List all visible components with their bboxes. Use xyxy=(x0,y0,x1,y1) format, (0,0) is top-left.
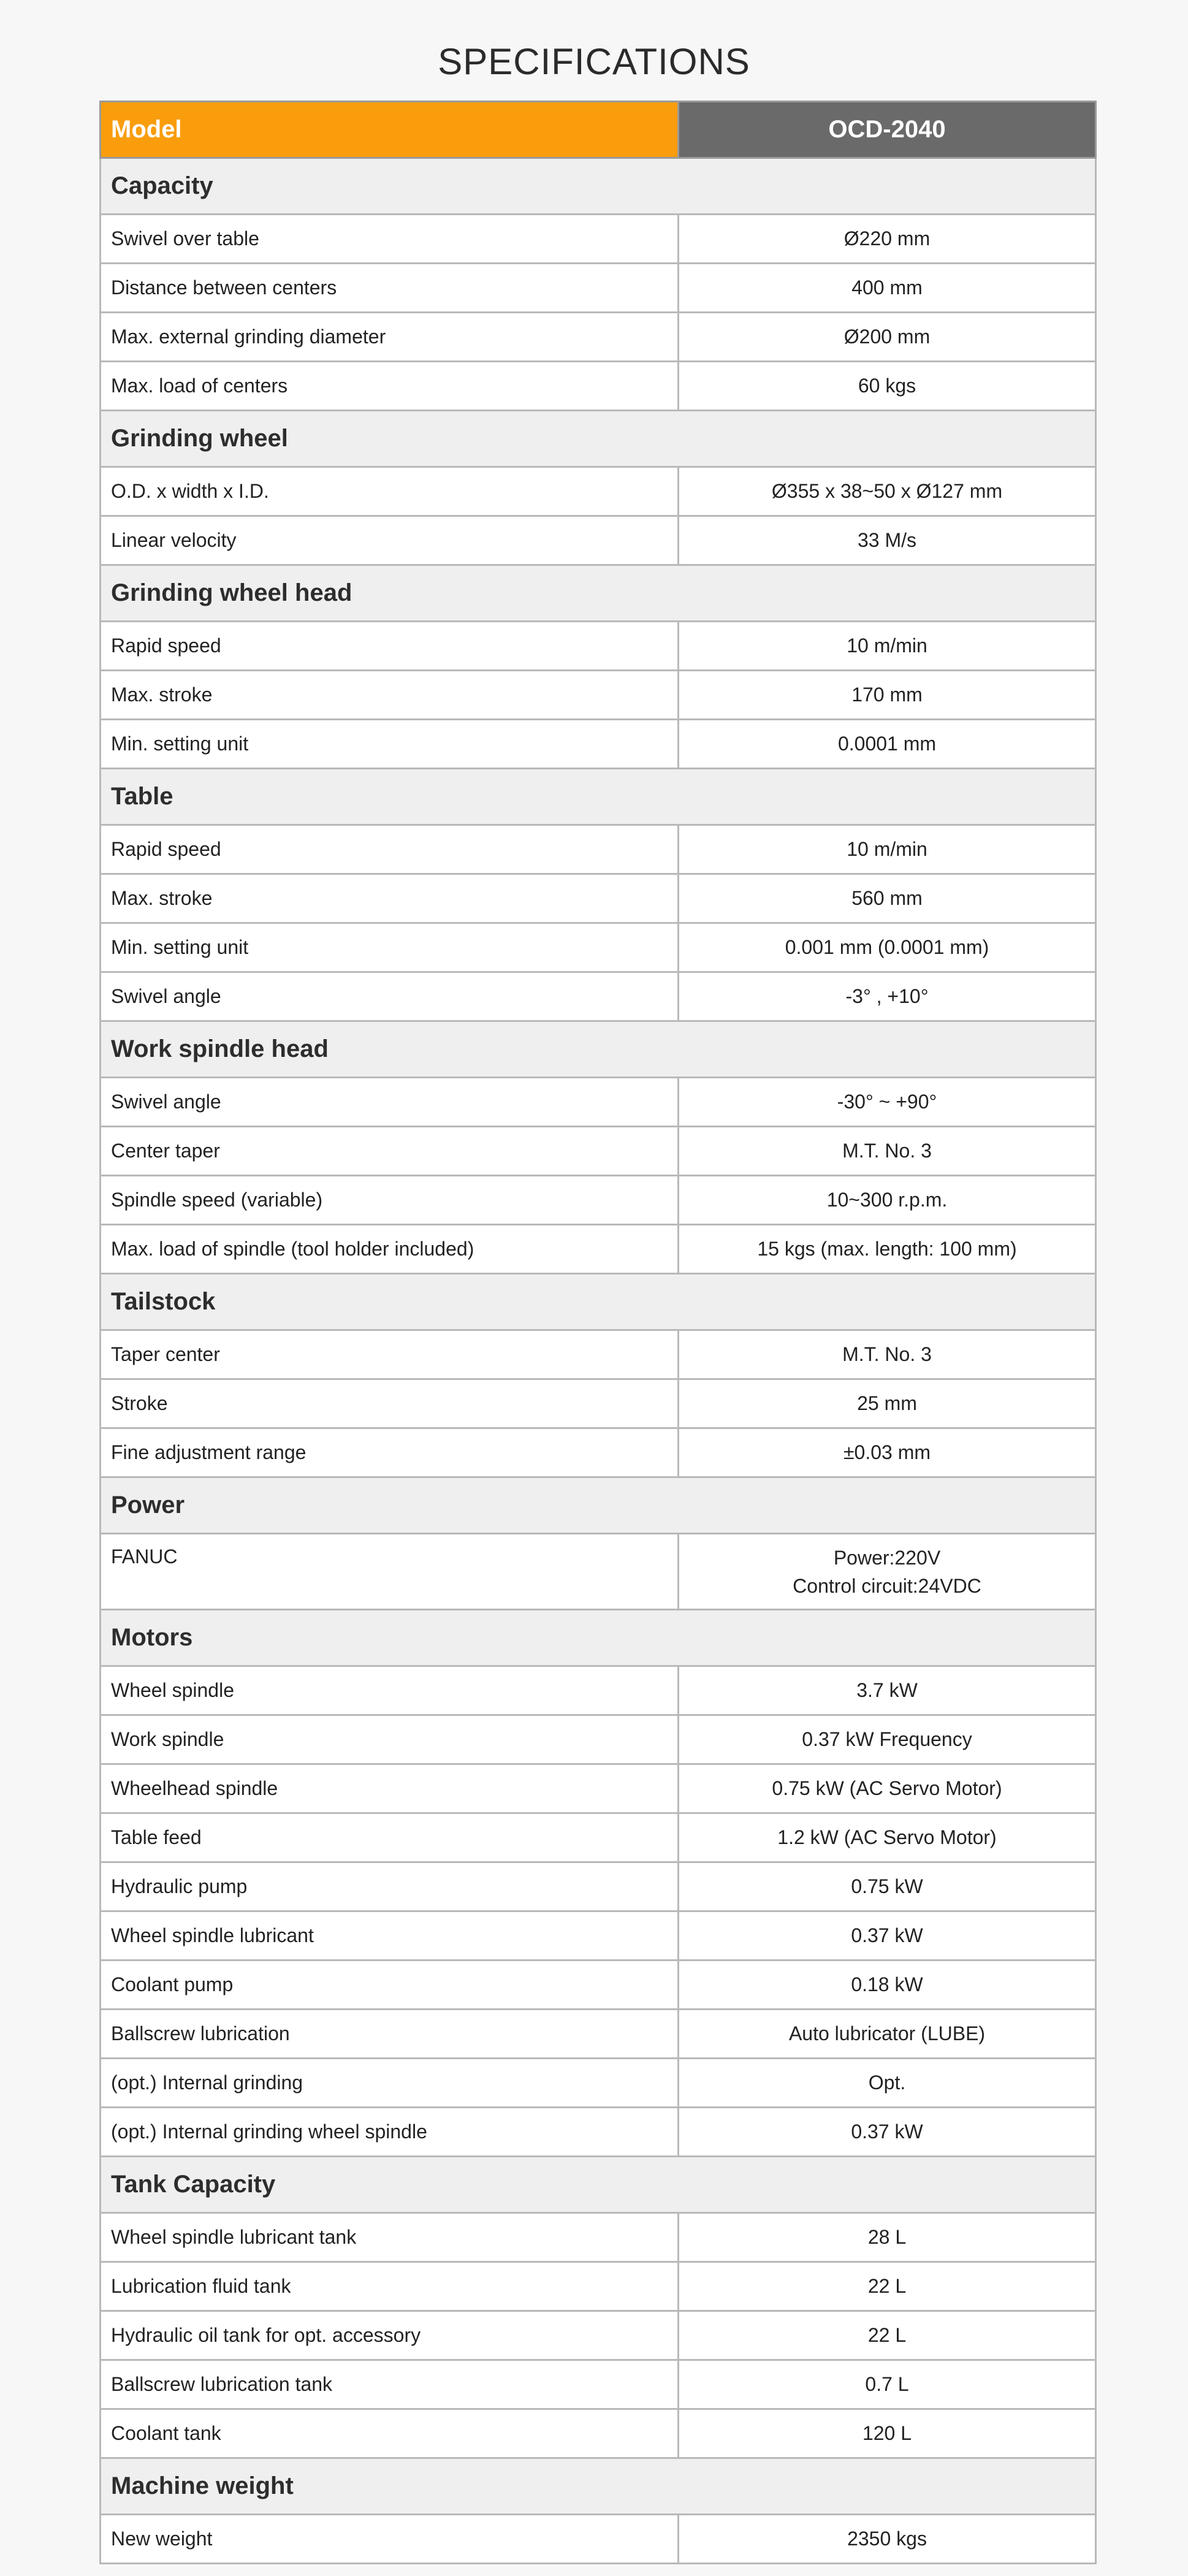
section-header xyxy=(101,1610,1096,1666)
spec-label: Fine adjustment range xyxy=(101,1428,679,1477)
spec-label: Work spindle xyxy=(101,1715,679,1764)
table-row xyxy=(101,1127,1096,1176)
spec-value: M.T. No. 3 xyxy=(679,1330,1096,1379)
table-row xyxy=(101,1813,1096,1862)
table-row xyxy=(101,1330,1096,1379)
spec-value: 0.37 kW xyxy=(679,1911,1096,1961)
spec-value: 0.75 kW (AC Servo Motor) xyxy=(679,1764,1096,1813)
section-header xyxy=(101,2157,1096,2213)
table-row xyxy=(101,2360,1096,2409)
spec-label: Rapid speed xyxy=(101,825,679,874)
spec-value: 0.37 kW xyxy=(679,2108,1096,2157)
spec-label: Wheel spindle lubricant tank xyxy=(101,2213,679,2262)
spec-label: Max. load of centers xyxy=(101,362,679,411)
spec-table xyxy=(99,101,1097,2564)
section-title: Capacity xyxy=(101,158,1096,215)
table-row xyxy=(101,2409,1096,2458)
table-row xyxy=(101,923,1096,972)
spec-value: Ø200 mm xyxy=(679,313,1096,362)
spec-value: -30° ~ +90° xyxy=(679,1078,1096,1127)
spec-value: 1.2 kW (AC Servo Motor) xyxy=(679,1813,1096,1862)
spec-value: 400 mm xyxy=(679,264,1096,313)
spec-value: 3.7 kW xyxy=(679,1666,1096,1715)
section-title: Tailstock xyxy=(101,1274,1096,1330)
table-row xyxy=(101,2010,1096,2059)
spec-label: O.D. x width x I.D. xyxy=(101,467,679,516)
table-row xyxy=(101,1534,1096,1610)
model-label: Model xyxy=(101,102,679,158)
spec-value: Ø220 mm xyxy=(679,215,1096,264)
spec-value: 22 L xyxy=(679,2311,1096,2360)
spec-label: Taper center xyxy=(101,1330,679,1379)
spec-value: 0.0001 mm xyxy=(679,720,1096,769)
table-row xyxy=(101,362,1096,411)
spec-label: Swivel angle xyxy=(101,1078,679,1127)
spec-label: Max. load of spindle (tool holder included) xyxy=(101,1225,679,1274)
spec-label: Hydraulic oil tank for opt. accessory xyxy=(101,2311,679,2360)
spec-label: Max. stroke xyxy=(101,874,679,923)
table-row xyxy=(101,2213,1096,2262)
spec-label: Hydraulic pump xyxy=(101,1862,679,1911)
spec-label: Distance between centers xyxy=(101,264,679,313)
spec-label: Center taper xyxy=(101,1127,679,1176)
spec-value-line: Control circuit:24VDC xyxy=(793,1574,981,1597)
table-row xyxy=(101,264,1096,313)
table-row xyxy=(101,2515,1096,2564)
table-row xyxy=(101,622,1096,671)
table-row xyxy=(101,2262,1096,2311)
spec-value xyxy=(679,1534,1096,1610)
table-row xyxy=(101,671,1096,720)
spec-label: Wheelhead spindle xyxy=(101,1764,679,1813)
table-row xyxy=(101,1911,1096,1961)
spec-value: 0.75 kW xyxy=(679,1862,1096,1911)
spec-label: Min. setting unit xyxy=(101,720,679,769)
spec-label: Spindle speed (variable) xyxy=(101,1176,679,1225)
spec-label: Linear velocity xyxy=(101,516,679,565)
spec-value: 33 M/s xyxy=(679,516,1096,565)
section-title: Power xyxy=(101,1477,1096,1534)
spec-value: 10~300 r.p.m. xyxy=(679,1176,1096,1225)
table-row xyxy=(101,467,1096,516)
table-row xyxy=(101,1379,1096,1428)
spec-value: 120 L xyxy=(679,2409,1096,2458)
page-title: SPECIFICATIONS xyxy=(438,41,750,82)
table-row xyxy=(101,1715,1096,1764)
table-row xyxy=(101,1225,1096,1274)
section-title: Work spindle head xyxy=(101,1021,1096,1078)
section-header xyxy=(101,411,1096,467)
spec-value: M.T. No. 3 xyxy=(679,1127,1096,1176)
section-title: Grinding wheel head xyxy=(101,565,1096,622)
spec-label: Max. external grinding diameter xyxy=(101,313,679,362)
spec-value: Auto lubricator (LUBE) xyxy=(679,2010,1096,2059)
spec-value: 2350 kgs xyxy=(679,2515,1096,2564)
table-row xyxy=(101,2311,1096,2360)
section-title: Table xyxy=(101,769,1096,825)
table-row xyxy=(101,720,1096,769)
spec-label: New weight xyxy=(101,2515,679,2564)
spec-value-line: Power:220V xyxy=(833,1546,941,1569)
section-title: Grinding wheel xyxy=(101,411,1096,467)
section-header xyxy=(101,565,1096,622)
spec-value: -3° , +10° xyxy=(679,972,1096,1021)
section-header xyxy=(101,158,1096,215)
table-row xyxy=(101,1862,1096,1911)
table-row xyxy=(101,215,1096,264)
spec-label: (opt.) Internal grinding xyxy=(101,2059,679,2108)
table-row xyxy=(101,1666,1096,1715)
spec-value: 170 mm xyxy=(679,671,1096,720)
spec-label: Ballscrew lubrication xyxy=(101,2010,679,2059)
spec-value: 25 mm xyxy=(679,1379,1096,1428)
section-header xyxy=(101,2458,1096,2515)
spec-label: Swivel over table xyxy=(101,215,679,264)
spec-label: Swivel angle xyxy=(101,972,679,1021)
section-header xyxy=(101,1021,1096,1078)
table-row xyxy=(101,1764,1096,1813)
table-row xyxy=(101,1176,1096,1225)
spec-label: Coolant pump xyxy=(101,1961,679,2010)
table-row xyxy=(101,972,1096,1021)
spec-label: Coolant tank xyxy=(101,2409,679,2458)
table-header-row xyxy=(101,102,1096,158)
spec-value: Ø355 x 38~50 x Ø127 mm xyxy=(679,467,1096,516)
section-header xyxy=(101,1477,1096,1534)
table-row xyxy=(101,1961,1096,2010)
spec-value: 0.18 kW xyxy=(679,1961,1096,2010)
table-row xyxy=(101,2108,1096,2157)
spec-value: 0.001 mm (0.0001 mm) xyxy=(679,923,1096,972)
spec-label: Max. stroke xyxy=(101,671,679,720)
table-row xyxy=(101,1428,1096,1477)
spec-label: FANUC xyxy=(101,1534,679,1610)
table-row xyxy=(101,2059,1096,2108)
section-title: Tank Capacity xyxy=(101,2157,1096,2213)
table-row xyxy=(101,874,1096,923)
spec-value: 0.37 kW Frequency xyxy=(679,1715,1096,1764)
section-header xyxy=(101,769,1096,825)
spec-value: 0.7 L xyxy=(679,2360,1096,2409)
spec-value: 28 L xyxy=(679,2213,1096,2262)
model-value: OCD-2040 xyxy=(679,102,1096,158)
spec-label: Table feed xyxy=(101,1813,679,1862)
table-row xyxy=(101,313,1096,362)
spec-value: ±0.03 mm xyxy=(679,1428,1096,1477)
spec-label: Min. setting unit xyxy=(101,923,679,972)
spec-value: 60 kgs xyxy=(679,362,1096,411)
table-row xyxy=(101,825,1096,874)
table-row xyxy=(101,516,1096,565)
spec-label: Wheel spindle xyxy=(101,1666,679,1715)
spec-label: Stroke xyxy=(101,1379,679,1428)
spec-value: 15 kgs (max. length: 100 mm) xyxy=(679,1225,1096,1274)
spec-value: 10 m/min xyxy=(679,825,1096,874)
spec-label: (opt.) Internal grinding wheel spindle xyxy=(101,2108,679,2157)
table-row xyxy=(101,1078,1096,1127)
spec-value: 22 L xyxy=(679,2262,1096,2311)
spec-value: 10 m/min xyxy=(679,622,1096,671)
spec-value: Opt. xyxy=(679,2059,1096,2108)
section-header xyxy=(101,1274,1096,1330)
section-title: Machine weight xyxy=(101,2458,1096,2515)
spec-label: Rapid speed xyxy=(101,622,679,671)
spec-label: Wheel spindle lubricant xyxy=(101,1911,679,1961)
section-title: Motors xyxy=(101,1610,1096,1666)
spec-label: Lubrication fluid tank xyxy=(101,2262,679,2311)
spec-label: Ballscrew lubrication tank xyxy=(101,2360,679,2409)
spec-value: 560 mm xyxy=(679,874,1096,923)
